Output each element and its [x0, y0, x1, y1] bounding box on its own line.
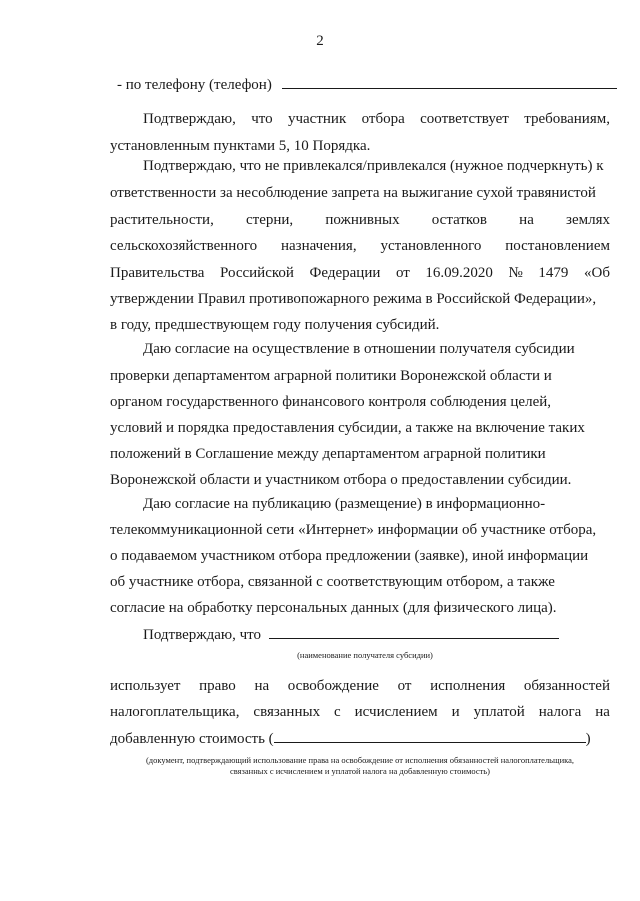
word: сельскохозяйственного	[110, 238, 258, 254]
word: от	[397, 678, 412, 694]
p1-line1	[143, 110, 610, 128]
p3-line6: Воронежской области и участником отбора о предоставлении субсидии.	[110, 472, 572, 488]
vat-caption-line2: связанных с исчислением и уплатой налога на добавленную стоимость)	[229, 766, 491, 776]
confirm-label: Подтверждаю, что	[143, 627, 262, 643]
vat-document-blank	[274, 728, 586, 743]
word: соответствует	[420, 111, 509, 127]
p2-line7: в году, предшествующем году получения субсидий.	[110, 317, 440, 333]
word: растительности,	[110, 212, 214, 228]
recipient-name-blank	[269, 624, 559, 639]
phone-blank	[282, 74, 617, 89]
word: требованиям,	[524, 111, 610, 127]
word: с	[334, 704, 341, 720]
p3-line3: органом государственного финансового контроля соблюдения целей,	[110, 394, 551, 410]
page-number: 2	[316, 33, 324, 49]
p2-line6: утверждении Правил противопожарного режима в Российской Федерации»,	[110, 291, 597, 307]
word: Федерации	[309, 265, 381, 281]
word: право	[199, 678, 236, 694]
word: участник	[287, 111, 347, 127]
p2-line4	[110, 237, 610, 255]
word: и	[451, 704, 460, 720]
word: стерни,	[246, 212, 294, 228]
word: Подтверждаю,	[143, 111, 236, 127]
word: отбора	[361, 111, 405, 127]
vat-caption-line1: (документ, подтверждающий использование права на освобождение от исполнения обязанностей налогоплательщика,	[145, 755, 575, 765]
word: «Об	[584, 265, 610, 281]
word: №	[508, 265, 523, 281]
p4-line1: Даю согласие на публикацию (размещение) в информационно-	[143, 496, 546, 512]
p5-line1	[110, 677, 610, 695]
word: остатков	[431, 212, 487, 228]
word: 16.09.2020	[425, 265, 493, 281]
phone-label: - по телефону (телефон)	[117, 77, 272, 93]
word: Российской	[220, 265, 294, 281]
word: исчислением	[354, 704, 438, 720]
word: связанных	[253, 704, 321, 720]
word: уплатой	[473, 704, 525, 720]
p2-line3	[110, 211, 610, 229]
vat-label: добавленную стоимость (	[110, 731, 274, 747]
word: обязанностей	[523, 678, 610, 694]
word: освобождение	[287, 678, 379, 694]
word: исполнения	[430, 678, 506, 694]
word: постановлением	[505, 238, 610, 254]
p4-line5: согласие на обработку персональных данных (для физического лица).	[110, 600, 557, 616]
word: на	[519, 212, 534, 228]
word: от	[395, 265, 410, 281]
p2-line5	[110, 264, 610, 282]
p4-line4: об участнике отбора, связанной с соответствующим отбором, а также	[110, 574, 555, 590]
p1-line2: установленным пунктами 5, 10 Порядка.	[110, 138, 371, 154]
word: назначения,	[280, 238, 357, 254]
p5-line2	[110, 703, 610, 721]
word: на	[254, 678, 270, 694]
word: установленного	[380, 238, 482, 254]
p3-line1: Даю согласие на осуществление в отношении получателя субсидии	[143, 341, 575, 357]
p3-line2: проверки департаментом аграрной политики Воронежской области и	[110, 368, 552, 384]
word: пожнивных	[325, 212, 400, 228]
p5-line3	[110, 728, 590, 748]
recipient-name-caption: (наименование получателя субсидии)	[297, 650, 433, 660]
word: налога	[538, 704, 582, 720]
p2-line2: ответственности за несоблюдение запрета на выжигание сухой травянистой	[110, 185, 596, 201]
word: Правительства	[110, 265, 205, 281]
word: что	[251, 111, 273, 127]
word: на	[595, 704, 610, 720]
p4-line3: о подаваемом участником отбора предложении (заявке), иной информации	[110, 548, 589, 564]
word: 1479	[538, 265, 569, 281]
phone-line	[117, 74, 610, 94]
word: налогоплательщика,	[110, 704, 240, 720]
p3-line4: условий и порядка предоставления субсидии, а также на включение таких	[110, 420, 585, 436]
p4-line2: телекоммуникационной сети «Интернет» информации об участнике отбора,	[110, 522, 597, 538]
confirm-line	[143, 624, 610, 644]
word: использует	[110, 678, 181, 694]
vat-close-paren: )	[585, 731, 591, 747]
p3-line5: положений в Соглашение между департаментом аграрной политики	[110, 446, 546, 462]
word: землях	[566, 212, 610, 228]
p2-line1: Подтверждаю, что не привлекался/привлекался (нужное подчеркнуть) к	[143, 158, 604, 174]
